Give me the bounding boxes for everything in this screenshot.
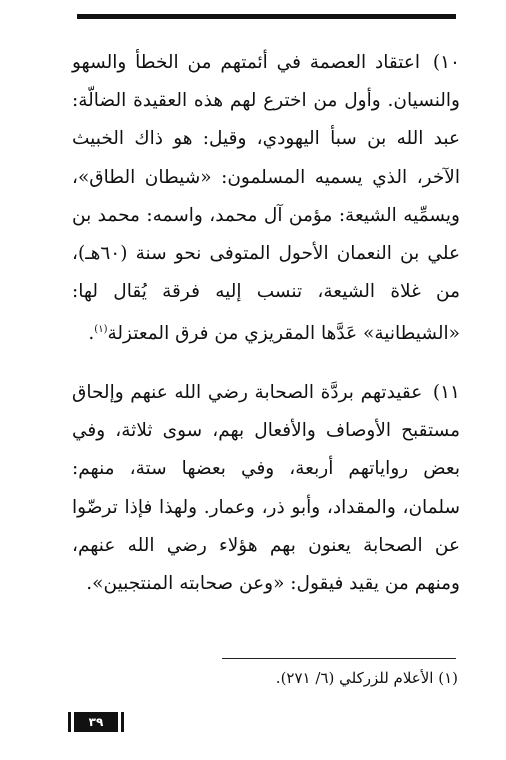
paragraph-text: اعتقاد العصمة في أئمتهم من الخطأ والسهو والنسيان. وأول من اخترع لهم هذه العقيدة الضالّة: عبد الله بن سبأ اليهودي، وقيل: هو ذاك الخبيث الآخر، الذي يسميه المسلمون: «شيطان الطاق»، ويسمِّيه الشيعة: مؤمن آل محمد، واسمه: محمد بن علي بن النعمان الأحول المتوفى نحو سنة (٦٠هـ)، من غلاة الشيعة، تنسب إليه فرقة يُقال لها: «الشيطانية» عَدَّها المقريزي من فرق المعتزلة xyxy=(72,52,460,345)
footnote: (١) الأعلام للزركلي (٦/ ٢٧١). xyxy=(275,669,458,687)
top-rule xyxy=(77,14,456,19)
paragraph-10: ١٠) اعتقاد العصمة في أئمتهم من الخطأ والسهو والنسيان. وأول من اخترع لهم هذه العقيدة الضالّة: عبد الله بن سبأ اليهودي، وقيل: هو ذاك الخبيث الآخر، الذي يسميه المسلمون: «شيطان الطاق»، ويسمِّيه الشيعة: مؤمن آل محمد، واسمه: محمد بن علي بن النعمان الأحول المتوفى نحو سنة (٦٠هـ)، من غلاة الشيعة، تنسب إليه فرقة يُقال لها: «الشيطانية» عَدَّها المقريزي من فرق المعتزلة$^{(١)}$. xyxy=(72,52,460,345)
paragraph-text: عقيدتهم بردَّة الصحابة رضي الله عنهم وإلحاق مستقبح الأوصاف والأفعال بهم، سوى ثلاثة، وفي بعض رواياتهم أربعة، وفي بعضها ستة، منهم: سلمان، والمقداد، وأبو ذر، وعمار. ولهذا فإذا ترضّوا عن الصحابة يعنون بهم هؤلاء رضي الله عنهم، ومنهم من يقيد فيقول: «وعن صحابته المنتجبين». xyxy=(72,382,460,595)
paragraph-number: ١٠) xyxy=(432,52,460,73)
page-number: ٣٩ xyxy=(74,712,118,732)
footnote-reference[interactable]: (١) xyxy=(94,324,108,336)
footnote-separator xyxy=(222,658,456,659)
paragraph-number: ١١) xyxy=(432,382,460,403)
paragraph-11 xyxy=(72,374,460,603)
